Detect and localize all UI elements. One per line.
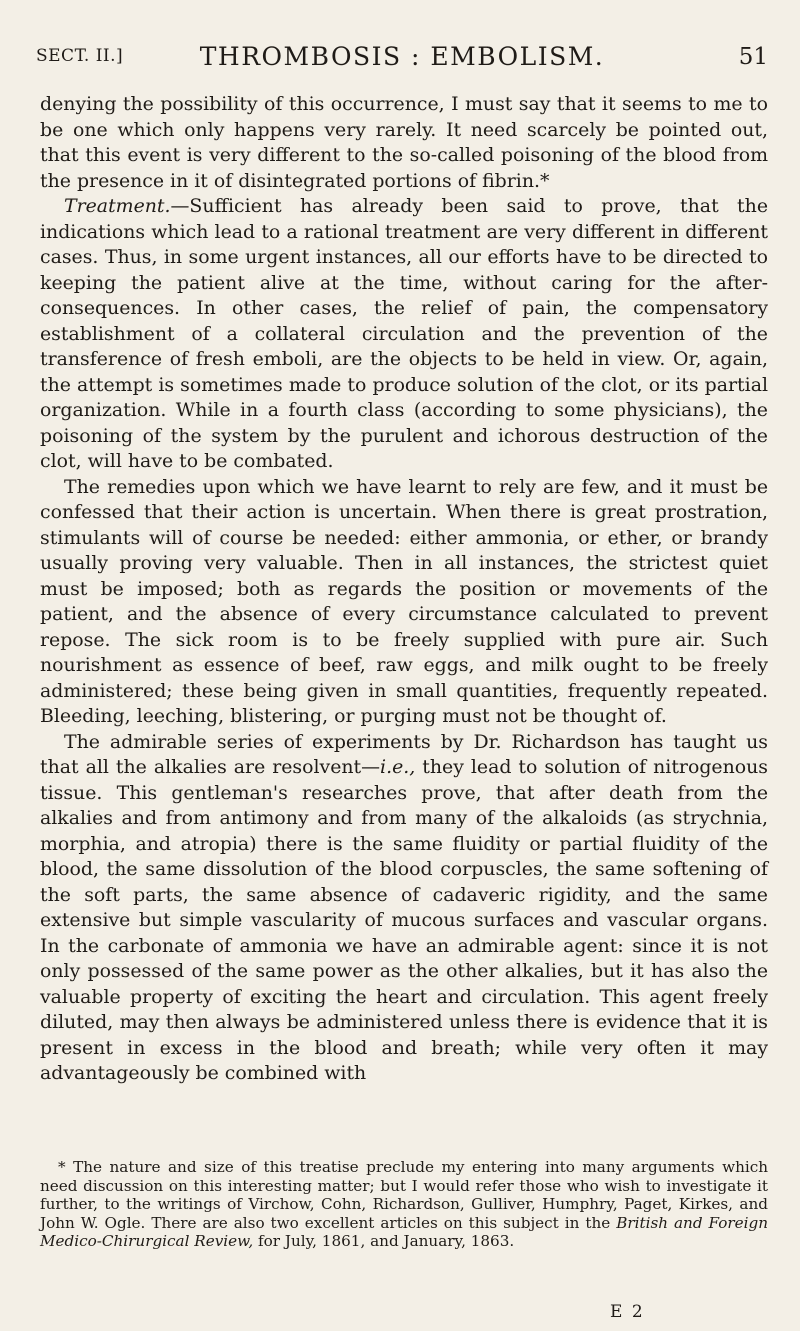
signature-mark: E 2 xyxy=(610,1302,645,1322)
paragraph-treatment xyxy=(40,194,768,475)
footnote xyxy=(40,1158,768,1251)
footnote-journal: British and Foreign Medico-Chirurgical Review, xyxy=(40,1213,768,1251)
alkalies-text-a: The admirable series of experiments by Dr. Richardson has taught us that all the alkalies are resolvent— xyxy=(40,730,768,778)
running-header xyxy=(36,42,768,80)
body-text xyxy=(40,92,768,1087)
page-number: 51 xyxy=(738,44,768,70)
paragraph-alkalies xyxy=(40,730,768,1087)
paragraph-continuation: denying the possibility of this occurrence, I must say that it seems to me to be one which only happens very rarely. It need scarcely be pointed out, that this event is very different to the so-called poisoning of the blood from the presence in it of disintegrated portions of fibrin.* xyxy=(40,93,768,192)
footnote-text-b: for July, 1861, and January, 1863. xyxy=(253,1232,515,1251)
treatment-heading: Treatment. xyxy=(64,195,171,217)
treatment-text: —Sufficient has already been said to prove, that the indications which lead to a rational treatment are very different in different cases. Thus, in some urgent instances, all our efforts have to be directed to keeping the patient alive at the time, without caring for the after-consequences. In other cases, the relief of pain, the compensatory establishment of a collateral circulation and the prevention of the transference of fresh emboli, are the objects to be held in view. Or, again, the attempt is sometimes made to produce solution of the clot, or its partial organization. While in a fourth class (according to some physicians), the poisoning of the system by the purulent and ichorous destruction of the clot, will have to be combated. xyxy=(40,195,768,472)
section-label: SECT. II.] xyxy=(36,46,124,66)
footnote-text-a: * The nature and size of this treatise preclude my entering into many arguments which need discussion on this interesting matter; but I would refer those who wish to investigate it further, to the writings of Virchow, Cohn, Richardson, Gulliver, Humphry, Paget, Kirkes, and John W. Ogle. There are also two excellent articles on this subject in the xyxy=(40,1158,768,1232)
paragraph-remedies: The remedies upon which we have learnt to rely are few, and it must be confessed that their action is uncertain. When there is great prostration, stimulants will of course be needed: either ammonia, or ether, or brandy usually proving very valuable. Then in all instances, the strictest quiet must be imposed; both as regards the position or movements of the patient, and the absence of every circumstance calculated to prevent repose. The sick room is to be freely supplied with pure air. Such nourishment as essence of beef, raw eggs, and milk ought to be freely administered; these being given in small quantities, frequently repeated. Bleeding, leeching, blistering, or purging must not be thought of. xyxy=(40,475,768,727)
alkalies-ie: i.e., xyxy=(380,756,416,778)
alkalies-text-b: they lead to solution of nitrogenous tissue. This gentleman's researches prove, that after death from the alkalies and from antimony and from many of the alkaloids (as strychnia, morphia, and atropia) there is the same fluidity or partial fluidity of the blood, the same dissolution of the blood corpuscles, the same softening of the soft parts, the same absence of cadaveric rigidity, and the same extensive but simple vascularity of mucous surfaces and vascular organs. In the carbonate of ammonia we have an admirable agent: since it is not only possessed of the same power as the other alkalies, but it has also the valuable property of exciting the heart and circulation. This agent freely diluted, may then always be administered unless there is evidence that it is present in excess in the blood and breath; while very often it may advantageously be combined with xyxy=(40,756,768,1084)
running-title: THROMBOSIS : EMBOLISM. xyxy=(199,42,605,71)
